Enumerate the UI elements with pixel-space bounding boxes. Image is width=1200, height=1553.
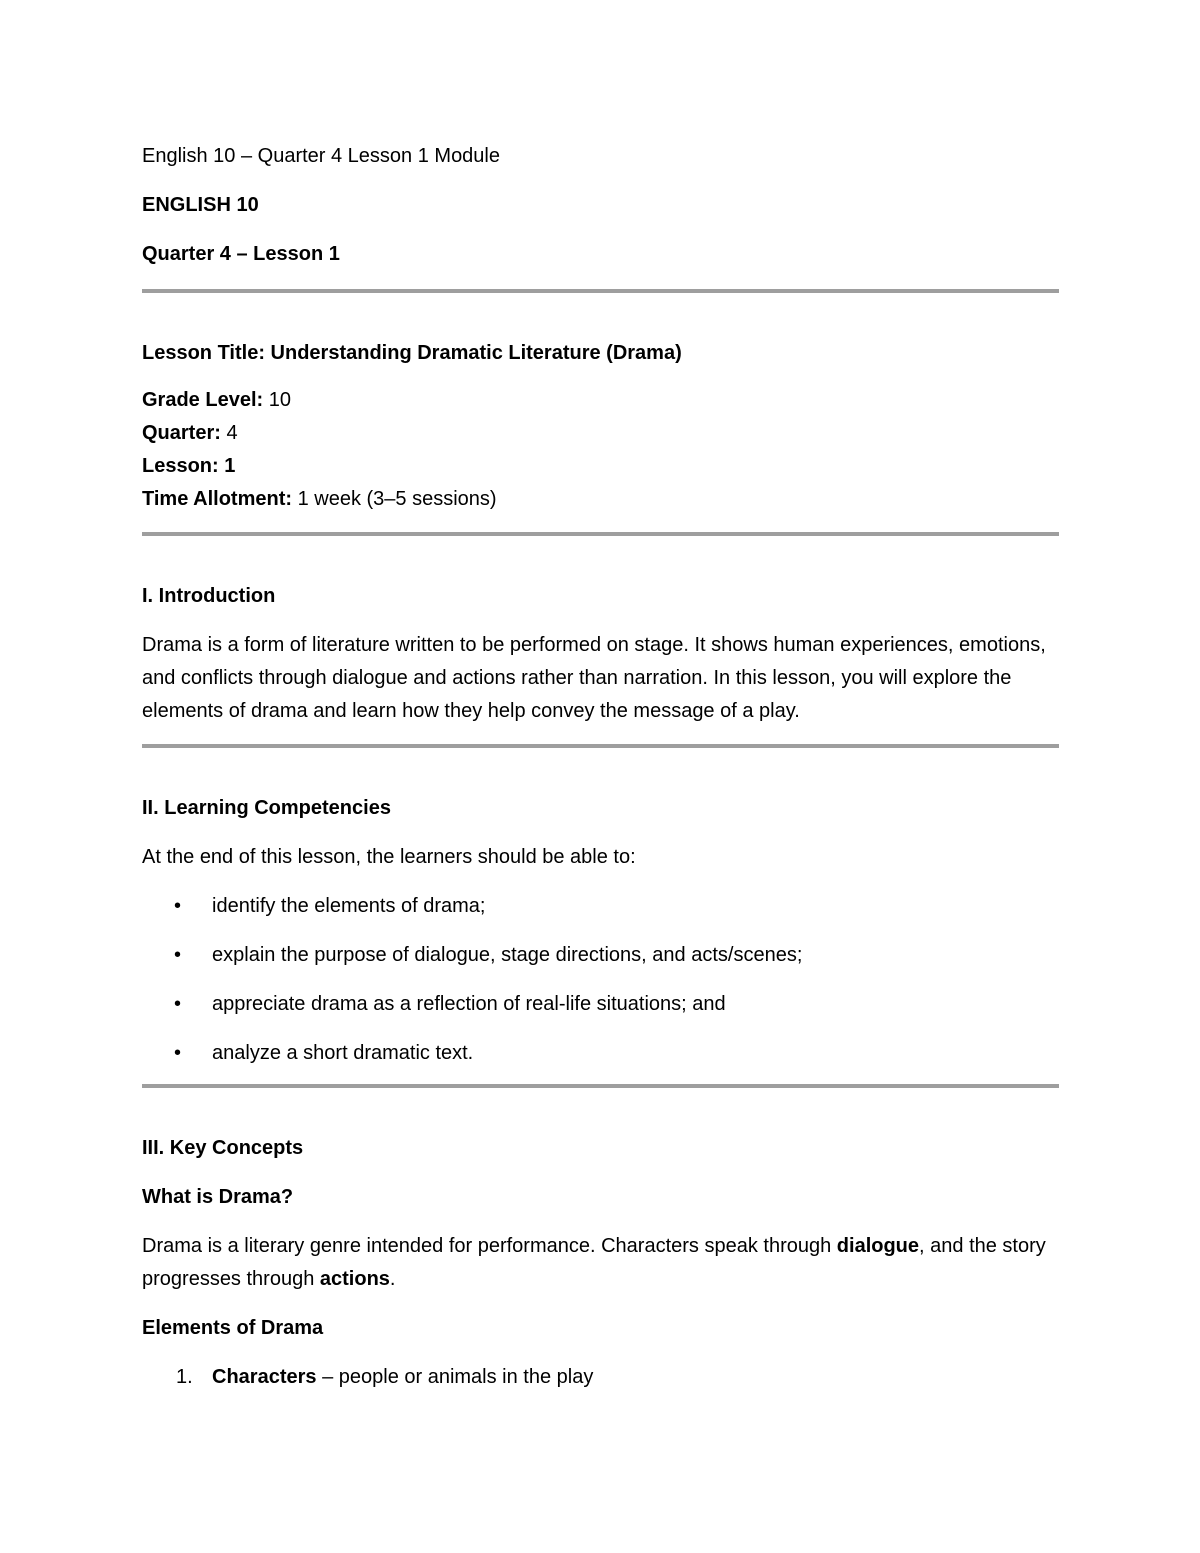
grade-level-value: 10: [263, 389, 291, 411]
document-title: English 10 – Quarter 4 Lesson 1 Module: [142, 145, 500, 167]
elements-of-drama-heading: Elements of Drama: [142, 1317, 324, 1339]
divider-1: [142, 289, 1059, 293]
quarter-lesson-title: Quarter 4 – Lesson 1: [142, 243, 340, 265]
lesson-label: Lesson:: [142, 455, 219, 477]
list-item-text: appreciate drama as a reflection of real-life situations; and: [212, 993, 726, 1015]
element-term: Characters: [212, 1366, 317, 1388]
document-page: [142, 140, 1059, 1394]
competencies-list: [142, 890, 1059, 1070]
key-concepts-heading: III. Key Concepts: [142, 1137, 304, 1159]
competencies-intro: At the end of this lesson, the learners should be able to:: [142, 846, 636, 868]
list-item: [142, 939, 1059, 972]
elements-list: [142, 1361, 1059, 1394]
list-item: [142, 988, 1059, 1021]
list-item-text: analyze a short dramatic text.: [212, 1042, 474, 1064]
divider-4: [142, 1084, 1059, 1088]
divider-3: [142, 744, 1059, 748]
what-body-part-2: , and the story progresses through: [142, 1235, 1046, 1290]
lesson-title: Lesson Title: Understanding Dramatic Literature (Drama): [142, 342, 682, 364]
dialogue-term: dialogue: [836, 1235, 920, 1257]
introduction-body: Drama is a form of literature written to be performed on stage. It shows human experiences, emotions, and conflicts through dialogue and actions rather than narration. In this lesson, you will explore the elements of drama and learn how they help convey the message of a play.: [142, 634, 1046, 722]
what-body-part-1: Drama is a literary genre intended for performance. Characters speak through: [142, 1235, 837, 1257]
element-definition: – people or animals in the play: [316, 1366, 594, 1388]
list-item-text: identify the elements of drama;: [212, 895, 486, 917]
quarter-row: [142, 417, 1059, 450]
time-allotment-value: 1 week (3–5 sessions): [292, 488, 497, 510]
course-title: ENGLISH 10: [142, 194, 259, 216]
bullet-icon: •: [174, 944, 182, 966]
quarter-value: 4: [220, 422, 238, 444]
divider-2: [142, 532, 1059, 536]
lesson-row: [142, 450, 1059, 483]
list-item-text: explain the purpose of dialogue, stage directions, and acts/scenes;: [212, 944, 803, 966]
list-item: [142, 890, 1059, 923]
what-body-part-3: .: [389, 1268, 396, 1290]
what-is-drama-body: [142, 1230, 1059, 1296]
competencies-heading: II. Learning Competencies: [142, 797, 391, 819]
bullet-icon: •: [174, 1042, 182, 1064]
time-allotment-label: Time Allotment:: [142, 488, 293, 510]
lesson-value: 1: [218, 455, 236, 477]
list-item: [142, 1361, 1059, 1394]
list-number: 1.: [176, 1366, 193, 1388]
bullet-icon: •: [174, 993, 182, 1015]
quarter-label: Quarter:: [142, 422, 221, 444]
bullet-icon: •: [174, 895, 182, 917]
grade-level-label: Grade Level:: [142, 389, 264, 411]
list-item: [142, 1037, 1059, 1070]
introduction-heading: I. Introduction: [142, 585, 276, 607]
time-allotment-row: [142, 483, 1059, 516]
what-is-drama-heading: What is Drama?: [142, 1186, 294, 1208]
grade-level-row: [142, 384, 1059, 417]
actions-term: actions: [319, 1268, 390, 1290]
